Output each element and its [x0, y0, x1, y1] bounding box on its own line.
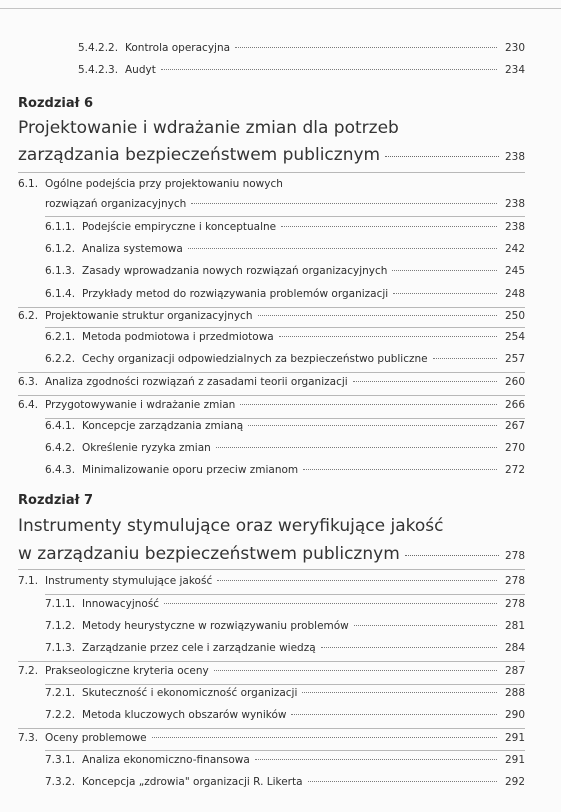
chapter-title-line2: zarządzania bezpieczeństwem publicznym: [18, 145, 381, 165]
dot-leader: [214, 670, 497, 671]
toc-page: 292: [504, 776, 525, 788]
toc-page: 242: [504, 243, 525, 255]
chapter-title-entry[interactable]: [18, 544, 525, 564]
toc-number: 6.3.: [18, 376, 39, 388]
toc-number: 7.1.2.: [45, 620, 76, 632]
dot-leader: [152, 737, 497, 738]
toc-number: 6.1.4.: [45, 288, 76, 300]
toc-title: Metoda podmiotowa i przedmiotowa: [82, 331, 274, 343]
toc-entry[interactable]: [0, 598, 561, 616]
dot-leader: [255, 759, 497, 760]
toc-number: 6.2.1.: [45, 331, 76, 343]
dot-leader: [188, 248, 497, 249]
section-divider: [45, 327, 525, 328]
toc-title: Analiza systemowa: [82, 243, 183, 255]
dot-leader: [308, 781, 497, 782]
toc-title: Przygotowywanie i wdrażanie zmian: [45, 399, 236, 411]
toc-page: 270: [504, 442, 525, 454]
toc-entry[interactable]: [0, 732, 561, 750]
dot-leader: [281, 226, 497, 227]
dot-leader: [393, 293, 497, 294]
toc-number: 7.1.: [18, 575, 39, 587]
dot-leader: [354, 625, 497, 626]
toc-number: 7.1.3.: [45, 642, 76, 654]
section-divider: [18, 372, 525, 373]
toc-entry[interactable]: [0, 353, 561, 371]
toc-page: 278: [504, 598, 525, 610]
toc-entry[interactable]: [0, 575, 561, 593]
toc-number: 7.1.1.: [45, 598, 76, 610]
dot-leader: [248, 425, 497, 426]
toc-number: 6.2.: [18, 310, 39, 322]
chapter-label: Rozdział 6: [18, 96, 94, 111]
section-divider: [18, 661, 525, 662]
toc-number: 6.1.1.: [45, 221, 76, 233]
toc-page: 267: [504, 420, 525, 432]
toc-entry[interactable]: [0, 776, 561, 794]
section-divider: [18, 395, 525, 396]
dot-leader: [302, 692, 497, 693]
toc-entry[interactable]: [0, 376, 561, 394]
toc-title: Koncepcje zarządzania zmianą: [82, 420, 244, 432]
chapter-title-line1: Projektowanie i wdrażanie zmian dla potrzeb: [18, 118, 399, 138]
section-divider: [18, 569, 525, 570]
dot-leader: [258, 315, 498, 316]
toc-page: 288: [504, 687, 525, 699]
chapter-title-entry[interactable]: [18, 145, 525, 165]
toc-number: 5.4.2.2.: [78, 42, 119, 54]
toc-entry[interactable]: [0, 709, 561, 727]
toc-page: 278: [504, 575, 525, 587]
toc-title: Skuteczność i ekonomiczność organizacji: [82, 687, 298, 699]
toc-title: Minimalizowanie oporu przeciw zmianom: [82, 464, 299, 476]
dot-leader: [353, 381, 497, 382]
toc-entry[interactable]: [0, 642, 561, 660]
toc-entry[interactable]: [0, 665, 561, 683]
toc-page: 260: [504, 376, 525, 388]
toc-entry[interactable]: [0, 442, 561, 460]
toc-entry[interactable]: [0, 198, 561, 216]
toc-page: 254: [504, 331, 525, 343]
section-divider: [18, 307, 525, 308]
toc-number: 6.1.: [18, 178, 39, 190]
dot-leader: [291, 714, 497, 715]
toc-title: Przykłady metod do rozwiązywania problemów organizacji: [82, 288, 389, 300]
dot-leader: [240, 404, 497, 405]
toc-entry[interactable]: [0, 331, 561, 349]
toc-page: 245: [504, 265, 525, 277]
chapter-title-line2: w zarządzaniu bezpieczeństwem publicznym: [18, 544, 400, 564]
toc-title: Zasady wprowadzania nowych rozwiązań organizacyjnych: [82, 265, 388, 277]
toc-page: 230: [504, 42, 525, 54]
section-divider: [45, 418, 525, 419]
toc-entry[interactable]: [0, 221, 561, 239]
dot-leader: [161, 69, 497, 70]
toc-number: 7.3.: [18, 732, 39, 744]
toc-page: 284: [504, 642, 525, 654]
toc-title-line1: Ogólne podejścia przy projektowaniu nowych: [45, 178, 283, 190]
toc-page: 278: [504, 550, 525, 562]
toc-page: 281: [504, 620, 525, 632]
toc-page: 234: [504, 64, 525, 76]
toc-page: 238: [504, 198, 525, 210]
toc-title: Metody heurystyczne w rozwiązywaniu problemów: [82, 620, 349, 632]
toc-entry[interactable]: [0, 288, 561, 306]
toc-number: 7.3.1.: [45, 754, 76, 766]
toc-page: 238: [504, 151, 525, 163]
toc-page: 266: [504, 399, 525, 411]
toc-entry[interactable]: [0, 64, 561, 82]
chapter-title-line1: Instrumenty stymulujące oraz weryfikujące jakość: [18, 516, 444, 536]
toc-entry[interactable]: [0, 265, 561, 283]
dot-leader: [235, 47, 497, 48]
toc-entry[interactable]: [0, 687, 561, 705]
toc-entry[interactable]: [0, 243, 561, 261]
toc-number: 6.4.: [18, 399, 39, 411]
toc-page: 290: [504, 709, 525, 721]
toc-title: Kontrola operacyjna: [125, 42, 231, 54]
toc-number: 6.4.3.: [45, 464, 76, 476]
dot-leader: [216, 447, 497, 448]
toc-title: Audyt: [125, 64, 156, 76]
toc-title: Oceny problemowe: [45, 732, 147, 744]
toc-number: 6.2.2.: [45, 353, 76, 365]
toc-title: Instrumenty stymulujące jakość: [45, 575, 213, 587]
toc-page: 248: [504, 288, 525, 300]
dot-leader: [303, 469, 497, 470]
toc-title: Prakseologiczne kryteria oceny: [45, 665, 209, 677]
toc-number: 6.4.1.: [45, 420, 76, 432]
dot-leader: [433, 358, 497, 359]
toc-page: 291: [504, 754, 525, 766]
toc-entry[interactable]: [0, 420, 561, 438]
dot-leader: [191, 203, 497, 204]
toc-title: Zarządzanie przez cele i zarządzanie wiedzą: [82, 642, 316, 654]
dot-leader: [164, 603, 497, 604]
toc-entry[interactable]: [0, 620, 561, 638]
toc-entry[interactable]: [0, 464, 561, 482]
toc-page: 238: [504, 221, 525, 233]
dot-leader: [321, 647, 497, 648]
toc-page: 287: [504, 665, 525, 677]
toc-page: 250: [504, 310, 525, 322]
dot-leader: [279, 336, 497, 337]
section-divider: [45, 684, 525, 685]
toc-entry[interactable]: [0, 310, 561, 328]
toc-number: 7.3.2.: [45, 776, 76, 788]
toc-entry[interactable]: [0, 754, 561, 772]
dot-leader: [217, 580, 497, 581]
toc-title: Podejście empiryczne i konceptualne: [82, 221, 277, 233]
toc-title: Określenie ryzyka zmian: [82, 442, 211, 454]
toc-number: 7.2.: [18, 665, 39, 677]
toc-entry[interactable]: [0, 399, 561, 417]
dot-leader: [392, 270, 497, 271]
toc-number: 6.4.2.: [45, 442, 76, 454]
toc-page: 272: [504, 464, 525, 476]
toc-number: 7.2.2.: [45, 709, 76, 721]
section-divider: [45, 216, 525, 217]
dot-leader: [385, 156, 499, 157]
toc-title: Projektowanie struktur organizacyjnych: [45, 310, 253, 322]
toc-page: 257: [504, 353, 525, 365]
toc-title: Cechy organizacji odpowiedzialnych za bezpieczeństwo publiczne: [82, 353, 428, 365]
section-divider: [18, 172, 525, 173]
toc-title: Innowacyjność: [82, 598, 160, 610]
section-divider: [45, 750, 525, 751]
toc-number: 7.2.1.: [45, 687, 76, 699]
dot-leader: [405, 555, 499, 556]
toc-title: Metoda kluczowych obszarów wyników: [82, 709, 287, 721]
toc-title: Analiza ekonomiczno-finansowa: [82, 754, 250, 766]
toc-page: 291: [504, 732, 525, 744]
section-divider: [45, 594, 525, 595]
chapter-label: Rozdział 7: [18, 493, 94, 508]
toc-entry[interactable]: [0, 42, 561, 60]
toc-number: 6.1.3.: [45, 265, 76, 277]
toc-number: 6.1.2.: [45, 243, 76, 255]
toc-title: Analiza zgodności rozwiązań z zasadami teorii organizacji: [45, 376, 348, 388]
section-divider: [18, 728, 525, 729]
toc-title-line2: rozwiązań organizacyjnych: [45, 198, 187, 210]
toc-number: 5.4.2.3.: [78, 64, 119, 76]
page-top-rule: [0, 8, 561, 9]
toc-title: Koncepcja „zdrowia" organizacji R. Likerta: [82, 776, 303, 788]
